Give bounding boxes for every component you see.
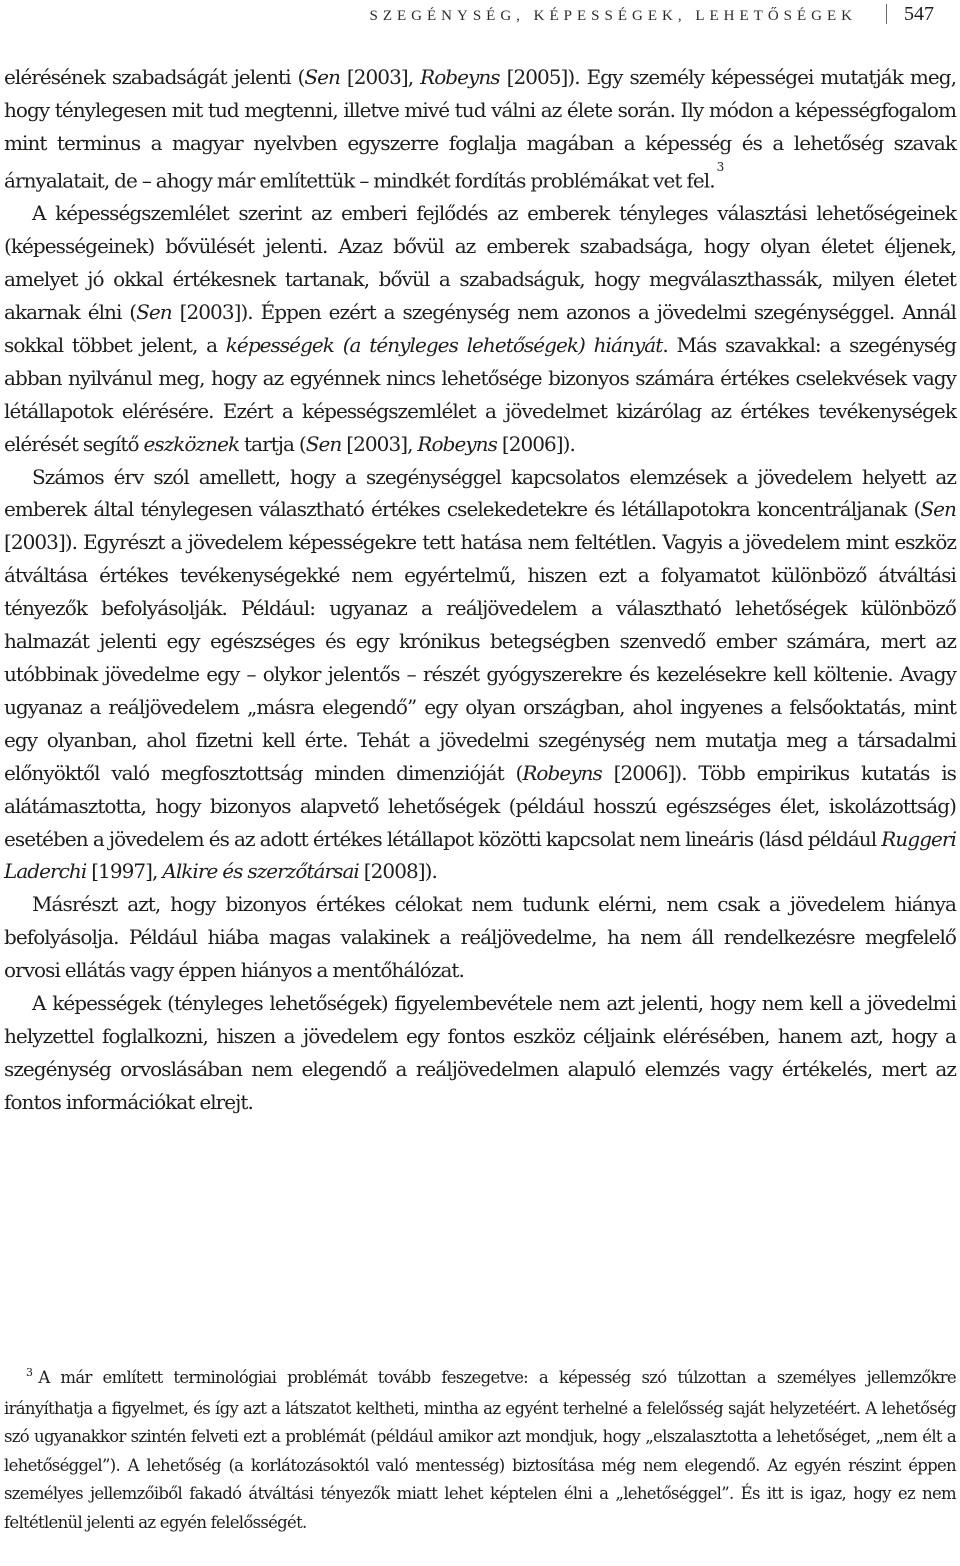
italic-text: Robeyns: [522, 760, 602, 785]
text-run: [2003]). Egyrészt a jövedelem képességekre tett hatása nem feltétlen. Vagyis a jövedelem mint eszköz átváltása értékes tevékenységekké nem egyértelmű, hiszen ezt a folyamatot különböző átváltási tényezők befolyásolják. Például: ugyanaz a reáljövedelem a választható lehetőségek különböző halmazát jelenti egy egészséges és egy krónikus betegségben szenvedő ember számára, mert az utóbbinak jövedelme egy – olykor jelentős – részét gyógyszerekre és kezelésekre kell költenie. Avagy ugyanaz a reáljövedelem „másra elegendő” egy olyan országban, ahol ingyenes a felsőoktatás, mint egy olyanban, ahol fizetni kell érte. Tehát a jövedelmi szegénység nem mutatja meg a társadalmi előnyöktől való megfosztottság minden dimenzióját (: [4, 530, 956, 785]
body-text: [4, 61, 956, 1119]
page-number: 547: [904, 3, 934, 25]
italic-text: Robeyns: [420, 65, 500, 89]
text-run: Másrészt azt, hogy bizonyos értékes célokat nem tudunk elérni, nem csak a jövedelem hiánya befolyásolja. Például hiába magas valakinek a reáljövedelme, ha nem áll rendelkezésre megfelelő orvosi ellátás vagy éppen hiányos a mentőhálózat.: [4, 892, 956, 983]
italic-text: Sen: [305, 431, 342, 456]
text-run: [2008]).: [358, 859, 437, 884]
running-head: [0, 0, 960, 40]
body-paragraph: [4, 461, 956, 889]
text-run: elérésének szabadságát jelenti (: [4, 65, 305, 89]
italic-text: Robeyns: [417, 431, 497, 456]
footnote-paragraph: [4, 1364, 956, 1538]
text-run: [2003]). Éppen ezért a szegénység nem azonos a jövedelmi szegénységgel. Annál sokkal többet jelent, a: [4, 300, 956, 357]
footnote: [4, 1364, 956, 1538]
body-paragraph: [4, 987, 956, 1119]
text-run: [2003],: [341, 431, 418, 456]
text-run: A képességek (tényleges lehetőségek) figyelembevétele nem azt jelenti, hogy nem kell a jövedelmi helyzettel foglalkozni, hiszen a jövedelem egy fontos eszköz céljaink elérésében, hanem azt, hogy a szegénység orvoslásában nem elegendő a reáljövedelmen alapuló elemzés vagy értékelés, mert az fontos információkat elrejt.: [4, 991, 956, 1114]
footnote-reference: 3: [716, 159, 724, 174]
italic-text: Sen: [920, 497, 956, 522]
italic-text: Alkire és szerzőtársai: [162, 859, 359, 884]
body-paragraph: [4, 61, 956, 197]
text-run: tartja (: [239, 431, 306, 456]
text-run: [2006]). Több empirikus kutatás is alátámasztotta, hogy bizonyos alapvető lehetőségek (például hosszú egészséges élet, iskolázottság) esetében a jövedelem és az adott értékes létállapot közötti kapcsolat nem lineáris (lásd például: [4, 760, 956, 851]
body-paragraph: [4, 197, 956, 460]
text-run: [1997],: [86, 859, 163, 884]
text-run: [2006]).: [496, 431, 575, 456]
footnote-marker: 3: [26, 1366, 33, 1379]
italic-text: Ruggeri Laderchi: [4, 826, 956, 884]
italic-text: Sen: [304, 65, 340, 89]
text-run: Számos érv szól amellett, hogy a szegénységgel kapcsolatos elemzések a jövedelem helyett az emberek által ténylegesen választható értékes cselekedetekre és létállapotokra koncentráljanak (: [4, 464, 956, 522]
body-paragraph: [4, 888, 956, 987]
running-title: SZEGÉNYSÉG, KÉPESSÉGEK, LEHETŐSÉGEK: [369, 8, 857, 24]
italic-text: Sen: [136, 300, 172, 324]
text-run: [2005]). Egy személy képességei mutatják meg, hogy ténylegesen mit tud megtenni, illetve mivé tud válni az élete során. Ily módon a képességfogalom mint terminus a magyar nyelvben egyszerre foglalja magában a képesség és a lehetőség szavak árnyalatait, de – ahogy már említettük – mindkét fordítás problémákat vet fel.: [4, 65, 956, 193]
italic-text: eszköznek: [143, 431, 240, 456]
italic-text: képességek (a tényleges lehetőségek) hiányát: [225, 332, 663, 357]
footnote-text: A már említett terminológiai problémát tovább feszegetve: a képesség szó túlzottan a személyes jellemzőkre irányíthatja a figyelmet, és így azt a látszatot keltheti, mintha az egyént terhelné a felelősség saját helyzetéért. A lehetőség szó ugyanakkor szintén felveti ezt a problémát (például amikor azt mondjuk, hogy „elszalasztotta a lehetőséget, „nem élt a lehetőséggel”). A lehetőség (a korlátozásoktól való mentesség) biztosítása még nem elegendő. Az egyén részint éppen személyes jellemzőiből fakadó átváltási tényezők miatt lehet képtelen élni a „lehetőséggel”. És itt is igaz, hogy ez nem feltétlenül jelenti az egyén felelősségét.: [4, 1368, 956, 1532]
header-rule: [886, 4, 887, 24]
text-run: . Más szavakkal: a szegénység abban nyilvánul meg, hogy az egyénnek nincs lehetősége bizonyos számára értékes cselekvések vagy létállapotok elérésére. Ezért a képességszemlélet a jövedelmet kizárólag az értékes tevékenységek elérését segítő: [4, 332, 956, 456]
text-run: [2003],: [339, 65, 421, 89]
text-run: A képességszemlélet szerint az emberi fejlődés az emberek tényleges választási lehetőségeinek (képességeinek) bővülését jelenti. Azaz bővül az emberek szabadsága, hogy olyan életet éljenek, amelyet jó okkal értékesnek tartanak, bővül a szabadságuk, hogy megválaszthassák, milyen életet akarnak élni (: [4, 201, 956, 324]
